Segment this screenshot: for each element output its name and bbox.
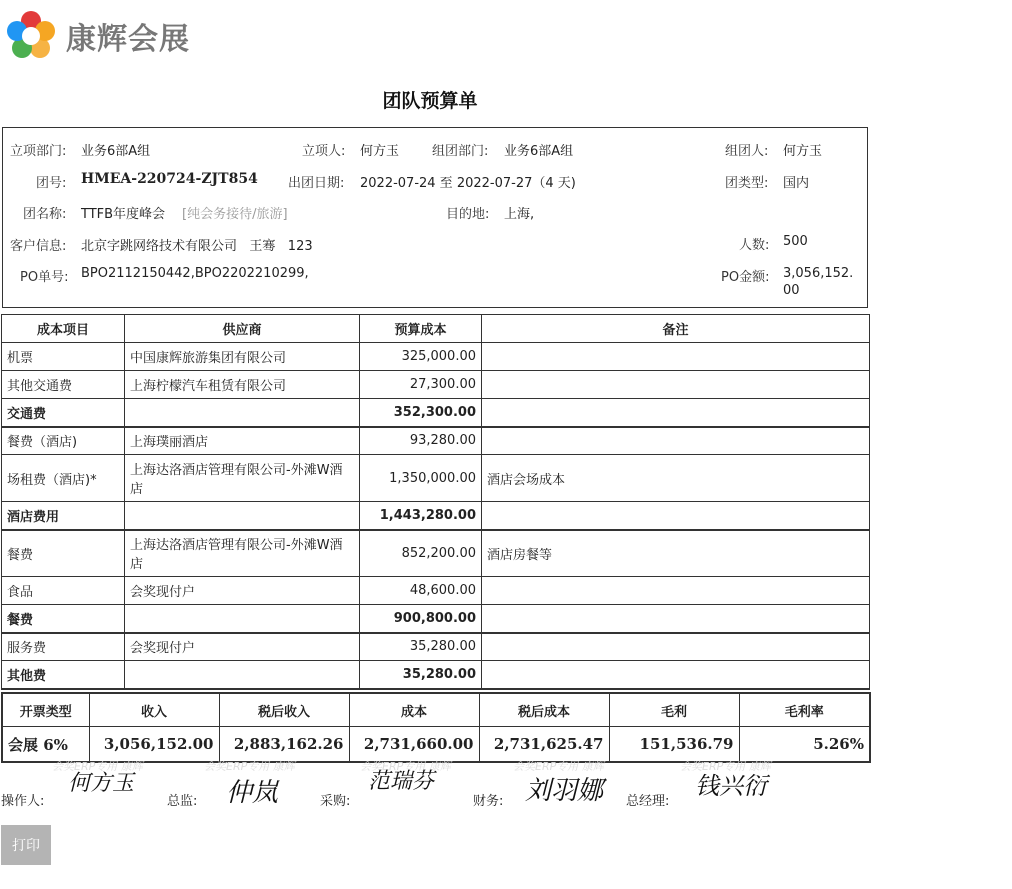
organizer-label: 组团人: [725,144,769,159]
cell-item: 餐费 [2,605,125,633]
cell-item: 场租费（酒店)* [2,455,125,502]
cell-supplier: 上海璞丽酒店 [125,427,360,455]
summary-invoice-type: 会展 6% [2,727,89,763]
cell-supplier: 中国康辉旅游集团有限公司 [125,343,360,371]
col-header-cost: 预算成本 [360,315,482,343]
finance-label: 财务: [473,794,504,809]
group-no-label: 团号: [36,176,67,191]
cell-supplier [125,661,360,689]
po-amount-value-line1: 3,056,152. [783,266,854,281]
table-row [2,530,870,577]
cell-item: 交通费 [2,399,125,427]
group-no-value: HMEA-220724-ZJT854 [81,171,258,187]
cell-note [482,577,870,605]
cell-supplier: 上海柠檬汽车租赁有限公司 [125,371,360,399]
organizer-value: 何方玉 [783,144,823,159]
signature-row [0,760,870,812]
finance-signature: 刘羽娜 [525,776,604,806]
operator-label: 操作人: [1,794,45,809]
subtotal-row [2,605,870,633]
summary-header-gross-profit: 毛利 [609,693,739,727]
summary-after-tax-income: 2,883,162.26 [219,727,349,763]
cell-note [482,399,870,427]
creator-label: 立项人: [302,144,346,159]
subtotal-row [2,661,870,689]
table-row [2,455,870,502]
table-row [2,343,870,371]
name-tag: [纯会务接待/旅游] [182,207,288,222]
col-header-item: 成本项目 [2,315,125,343]
summary-after-tax-cost: 2,731,625.47 [479,727,609,763]
group-dept-label: 组团部门: [432,144,489,159]
brand-logo [4,10,190,62]
cell-note: 酒店房餐等 [482,530,870,577]
director-signature: 仲岚 [226,778,279,808]
cell-supplier [125,502,360,530]
cell-cost: 1,350,000.00 [360,455,482,502]
po-amount-label: PO金额: [721,270,770,285]
cell-supplier: 上海达洛酒店管理有限公司-外滩W酒店 [125,530,360,577]
cell-supplier [125,605,360,633]
summary-margin: 5.26% [739,727,870,763]
summary-header-invoice-type: 开票类型 [2,693,89,727]
brand-name: 康辉会展 [66,22,190,57]
subtotal-row [2,502,870,530]
name-label: 团名称: [23,207,67,222]
cell-note [482,371,870,399]
erp-stamp: 会奖ERP专用 康辉 [204,760,295,773]
cell-cost: 35,280.00 [360,633,482,661]
operator-signature: 何方玉 [68,771,135,796]
group-info-panel [2,127,868,308]
cell-cost: 1,443,280.00 [360,502,482,530]
creator-value: 何方玉 [360,144,400,159]
cell-cost: 325,000.00 [360,343,482,371]
summary-row [2,727,870,763]
cell-note [482,661,870,689]
people-value: 500 [783,234,808,249]
gm-label: 总经理: [626,794,670,809]
cell-note [482,427,870,455]
client-label: 客户信息: [10,239,67,254]
summary-header [2,693,870,727]
cell-cost: 852,200.00 [360,530,482,577]
date-label: 出团日期: [288,176,345,191]
erp-stamp: 会奖ERP专用 康辉 [52,760,143,773]
purchase-label: 采购: [320,794,351,809]
erp-stamp: 会奖ERP专用 康辉 [360,760,451,773]
cell-item: 其他费 [2,661,125,689]
dest-label: 目的地: [446,207,490,222]
cell-cost: 35,280.00 [360,661,482,689]
purchase-signature: 范瑞芬 [368,769,435,794]
cell-item: 餐费（酒店) [2,427,125,455]
po-amount-value-line2: 00 [783,283,800,298]
po-value: BPO2112150442,BPO2202210299, [81,266,309,281]
cell-note [482,605,870,633]
cost-table-header [2,315,870,343]
summary-table [1,692,871,763]
cell-note [482,633,870,661]
dest-value: 上海, [504,207,535,222]
table-row [2,427,870,455]
col-header-supplier: 供应商 [125,315,360,343]
group-dept-value: 业务6部A组 [504,144,574,159]
page-title: 团队预算单 [382,90,478,112]
table-row [2,577,870,605]
cell-supplier [125,399,360,427]
client-value: 北京字跳网络技术有限公司 王骞 123 [81,239,313,254]
cell-note [482,343,870,371]
col-header-note: 备注 [482,315,870,343]
type-value: 国内 [783,176,810,191]
cell-item: 机票 [2,343,125,371]
cell-cost: 900,800.00 [360,605,482,633]
dept-label: 立项部门: [10,144,67,159]
subtotal-row [2,399,870,427]
cell-supplier: 会奖现付户 [125,633,360,661]
people-label: 人数: [739,238,770,253]
date-value: 2022-07-24 至 2022-07-27（4 天) [360,176,576,191]
cell-item: 其他交通费 [2,371,125,399]
director-label: 总监: [167,794,198,809]
cell-cost: 27,300.00 [360,371,482,399]
cell-item: 服务费 [2,633,125,661]
cell-cost: 93,280.00 [360,427,482,455]
type-label: 团类型: [725,176,769,191]
table-row [2,371,870,399]
summary-header-cost: 成本 [349,693,479,727]
cell-note: 酒店会场成本 [482,455,870,502]
cell-supplier: 上海达洛酒店管理有限公司-外滩W酒店 [125,455,360,502]
brand-flower-icon [4,9,58,63]
summary-header-margin: 毛利率 [739,693,870,727]
print-button[interactable]: 打印 [1,825,51,865]
erp-stamp: 会奖ERP专用 康辉 [680,760,771,773]
summary-gross-profit: 151,536.79 [609,727,739,763]
summary-cost: 2,731,660.00 [349,727,479,763]
cell-note [482,502,870,530]
summary-header-after-tax-cost: 税后成本 [479,693,609,727]
table-row [2,633,870,661]
cell-item: 餐费 [2,530,125,577]
cell-item: 食品 [2,577,125,605]
summary-income: 3,056,152.00 [89,727,219,763]
summary-header-income: 收入 [89,693,219,727]
name-value: TTFB年度峰会 [81,207,166,222]
cell-cost: 48,600.00 [360,577,482,605]
cell-cost: 352,300.00 [360,399,482,427]
erp-stamp: 会奖ERP专用 康辉 [513,760,604,773]
summary-header-after-tax-income: 税后收入 [219,693,349,727]
dept-value: 业务6部A组 [81,144,151,159]
gm-signature: 钱兴衍 [695,772,767,800]
cell-supplier: 会奖现付户 [125,577,360,605]
po-label: PO单号: [20,270,69,285]
cell-item: 酒店费用 [2,502,125,530]
cost-table [1,314,870,690]
